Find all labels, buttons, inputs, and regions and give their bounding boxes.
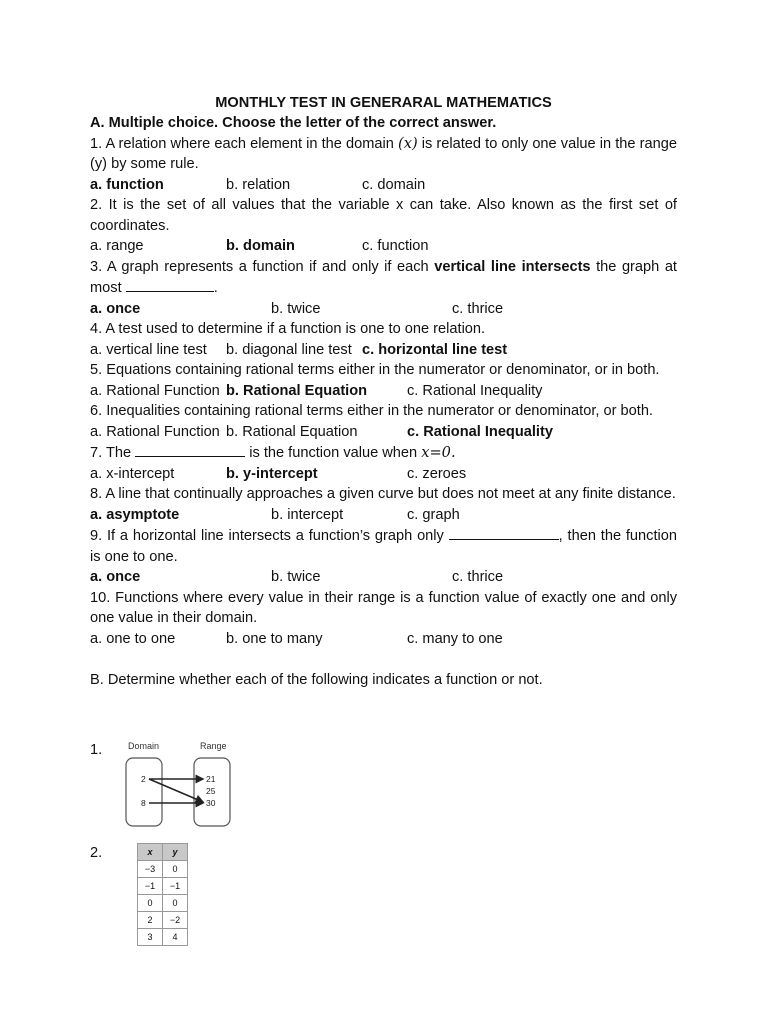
table-row: [138, 878, 188, 895]
question-3: [90, 257, 677, 299]
q6-option-b: b. Rational Equation: [226, 423, 358, 440]
q7-options: [90, 464, 677, 485]
q1-option-c: c. domain: [362, 176, 426, 193]
q1-option-a: a. function: [90, 176, 164, 193]
table-cell: −2: [163, 912, 188, 929]
q9-blank: [449, 525, 559, 540]
q6-option-a: a. Rational Function: [90, 423, 220, 440]
q2-options: [90, 236, 677, 257]
table-row: [138, 912, 188, 929]
table-cell: 0: [138, 895, 163, 912]
item-2-number: 2.: [90, 845, 103, 861]
xy-table: [137, 843, 188, 946]
q5-option-c: c. Rational Inequality: [407, 382, 543, 399]
q8-options: [90, 505, 677, 526]
q4-option-c: c. horizontal line test: [362, 341, 508, 358]
domain-label: Domain: [128, 741, 160, 751]
domain-oval: [126, 758, 162, 826]
q8-option-b: b. intercept: [271, 506, 344, 523]
q4-option-b: b. diagonal line test: [226, 341, 352, 358]
question-2: 2. It is the set of all values that the variable x can take. Also known as the first set of coordinates.: [90, 197, 677, 234]
q3-option-b: b. twice: [271, 300, 321, 317]
q2-option-a: a. range: [90, 238, 144, 254]
q9-option-b: b. twice: [271, 569, 321, 585]
q6-options: [90, 422, 677, 443]
q10-option-c: c. many to one: [407, 630, 503, 647]
table-cell: −3: [138, 861, 163, 878]
q3-blank: [126, 277, 214, 292]
table-cell: −1: [163, 878, 188, 895]
range-value-21: 21: [206, 774, 216, 784]
table-cell: 3: [138, 929, 163, 946]
range-label: Range: [200, 741, 227, 751]
q1-text-post: is related to only one value in the range (y) by some rule.: [90, 135, 677, 172]
part-b-instruction: B. Determine whether each of the following indicates a function or not.: [90, 671, 543, 688]
table-cell: 0: [163, 861, 188, 878]
q9-options: [90, 567, 677, 588]
q2-option-b: b. domain: [226, 238, 295, 254]
q10-option-a: a. one to one: [90, 630, 176, 647]
q5-option-a: a. Rational Function: [90, 382, 220, 399]
q6-option-c: c. Rational Inequality: [407, 423, 553, 440]
question-1: [90, 134, 677, 175]
question-8: 8. A line that continually approaches a given curve but does not meet at any finite distance.: [90, 486, 676, 502]
q9-option-c: c. thrice: [452, 569, 504, 585]
q3-text-bold: vertical line intersects: [434, 258, 591, 275]
q9-text-post: , then the function is one to one.: [90, 528, 677, 565]
q7-option-c: c. zeroes: [407, 465, 467, 482]
question-6: 6. Inequalities containing rational terms either in the numerator or denominator, or both.: [90, 403, 653, 419]
q7-text-post: is the function value when: [245, 445, 422, 461]
question-4: 4. A test used to determine if a function is one to one relation.: [90, 321, 486, 337]
q5-option-b: b. Rational Equation: [226, 382, 368, 399]
q4-option-a: a. vertical line test: [90, 341, 207, 358]
table-cell: −1: [138, 878, 163, 895]
q7-option-b: b. y-intercept: [226, 465, 318, 482]
q9-text-pre: 9. If a horizontal line intersects a function’s graph only: [90, 528, 449, 544]
q7-option-a: a. x-intercept: [90, 465, 175, 482]
question-10: 10. Functions where every value in their range is a function value of exactly one and only one value in their domain.: [90, 589, 677, 626]
q10-option-b: b. one to many: [226, 630, 323, 647]
q1-text-pre: 1. A relation where each element in the domain: [90, 135, 399, 152]
question-9: [90, 525, 677, 567]
q3-option-a: a. once: [90, 300, 141, 317]
table-header-y: y: [163, 844, 188, 861]
part-a: [90, 113, 677, 690]
q3-options: [90, 299, 677, 320]
table-header-row: [138, 844, 188, 861]
range-value-25: 25: [206, 786, 216, 796]
q1-options: [90, 175, 677, 196]
q8-option-c: c. graph: [407, 506, 460, 523]
table-row: [138, 895, 188, 912]
q3-text-end: .: [213, 280, 218, 296]
q8-option-a: a. asymptote: [90, 506, 180, 523]
table-cell: 2: [138, 912, 163, 929]
q3-text-pre: 3. A graph represents a function if and only if each: [90, 258, 435, 275]
q2-option-c: c. function: [362, 238, 429, 254]
q7-blank: [135, 442, 245, 457]
table-row: [138, 861, 188, 878]
q7-math: x=0.: [421, 444, 456, 461]
question-7: [90, 442, 677, 464]
q3-option-c: c. thrice: [452, 300, 504, 317]
q9-option-a: a. once: [90, 569, 141, 585]
q5-options: [90, 381, 677, 402]
q4-options: [90, 340, 677, 361]
item-1-number: 1.: [90, 742, 103, 758]
spacer: [90, 649, 677, 670]
domain-value-2: 2: [141, 774, 146, 784]
range-value-30: 30: [206, 798, 216, 808]
q7-text-pre: 7. The: [90, 445, 136, 461]
part-a-instruction: A. Multiple choice. Choose the letter of the correct answer.: [90, 115, 497, 131]
table-header-x: x: [138, 844, 163, 861]
q10-options: [90, 629, 677, 650]
question-5: 5. Equations containing rational terms either in the numerator or denominator, or in both.: [90, 362, 660, 378]
mapping-diagram: [120, 736, 240, 832]
q1-variable: (x): [398, 134, 418, 152]
q3-text-post: the graph at most: [90, 258, 677, 296]
page-title: MONTHLY TEST IN GENERARAL MATHEMATICS: [215, 95, 552, 111]
table-cell: 0: [163, 895, 188, 912]
domain-value-8: 8: [141, 798, 146, 808]
table-row: [138, 929, 188, 946]
q1-option-b: b. relation: [226, 176, 291, 193]
table-cell: 4: [163, 929, 188, 946]
